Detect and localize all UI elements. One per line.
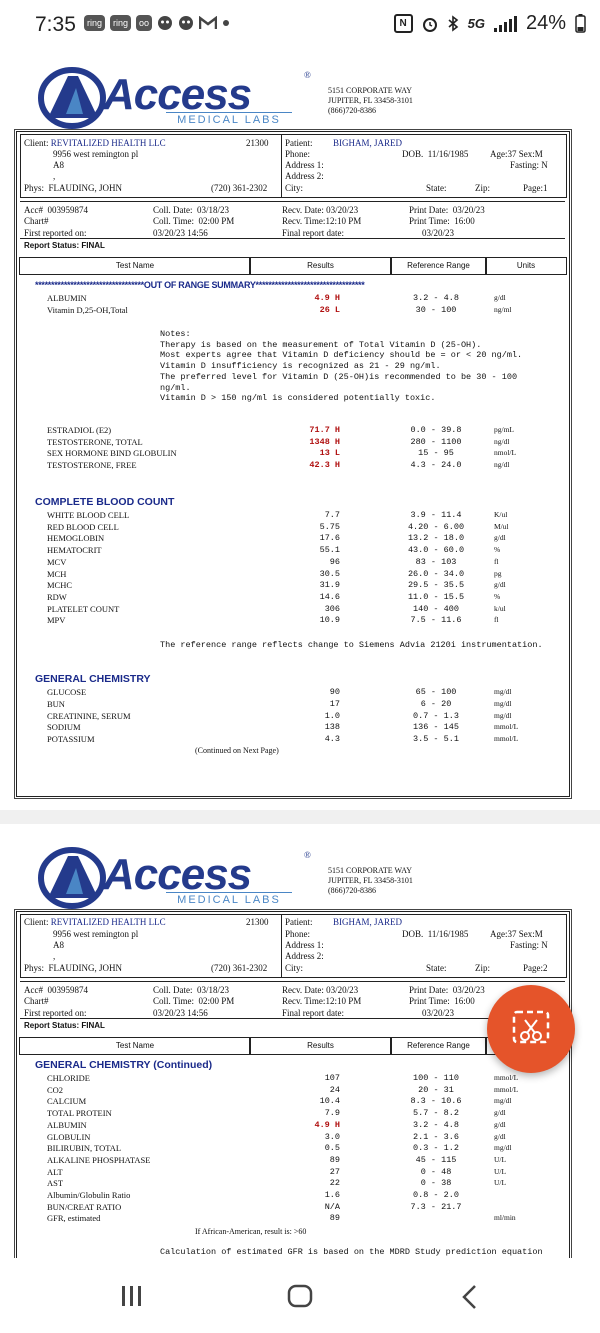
test-name: Albumin/Globulin Ratio bbox=[47, 1190, 131, 1200]
test-name: RED BLOOD CELL bbox=[47, 521, 119, 532]
reference-range: 100 - 110 bbox=[413, 1073, 459, 1083]
page-gap bbox=[0, 810, 600, 824]
battery-icon bbox=[575, 14, 586, 33]
units: ng/dl bbox=[494, 460, 510, 470]
units: fl bbox=[494, 556, 499, 566]
result-row bbox=[0, 425, 600, 436]
reference-range: 0 - 48 bbox=[420, 1166, 452, 1177]
units: mg/dl bbox=[494, 698, 512, 708]
result-row bbox=[0, 510, 600, 521]
result-row bbox=[0, 1178, 600, 1189]
cbc-section-title: COMPLETE BLOOD COUNT bbox=[35, 496, 175, 508]
note-line: Vitamin D > 150 ng/ml is considered potentially toxic. bbox=[160, 393, 436, 404]
result-value: 1348 H bbox=[309, 436, 340, 447]
units: ml/min bbox=[494, 1213, 516, 1223]
reference-range: 0.8 - 2.0 bbox=[413, 1190, 459, 1200]
reference-range: 43.0 - 60.0 bbox=[407, 545, 465, 556]
result-value: 96 bbox=[329, 556, 340, 567]
units: mmol/L bbox=[494, 722, 519, 732]
units: nmol/L bbox=[494, 448, 517, 458]
result-row bbox=[0, 522, 600, 533]
system-icons bbox=[394, 12, 586, 35]
result-value: 7.9 bbox=[324, 1108, 340, 1119]
result-value: 90 bbox=[329, 687, 340, 697]
reference-range: 0.7 - 1.3 bbox=[413, 710, 459, 721]
gmail-icon bbox=[199, 16, 217, 30]
units: g/dl bbox=[494, 1108, 506, 1118]
result-row bbox=[0, 557, 600, 568]
client-name: REVITALIZED HEALTH LLC bbox=[50, 917, 166, 927]
client-name: REVITALIZED HEALTH LLC bbox=[50, 138, 166, 148]
result-value: 13 L bbox=[319, 448, 340, 459]
result-row bbox=[0, 569, 600, 580]
reference-range: 7.5 - 11.6 bbox=[410, 615, 462, 626]
col-test-name: Test Name bbox=[19, 257, 251, 275]
units: g/dl bbox=[494, 580, 506, 590]
reference-range: 7.3 - 21.7 bbox=[410, 1201, 462, 1212]
ring-app-icon: ring bbox=[110, 15, 131, 31]
col-test-name: Test Name bbox=[19, 1037, 251, 1055]
test-name: ESTRADIOL (E2) bbox=[47, 425, 112, 435]
back-icon[interactable] bbox=[460, 1284, 478, 1310]
reference-range: 65 - 100 bbox=[415, 687, 457, 697]
patient-name: BIGHAM, JARED bbox=[333, 138, 403, 148]
test-name: Vitamin D,25-OH,Total bbox=[47, 305, 128, 315]
reference-range: 45 - 115 bbox=[415, 1154, 457, 1165]
test-name: ALT bbox=[47, 1166, 63, 1177]
note-line: The preferred level for Vitamin D (25-OH)is recommended to be 30 - 100 bbox=[160, 371, 518, 382]
units: ng/dl bbox=[494, 436, 510, 446]
result-row bbox=[0, 699, 600, 710]
units: U/L bbox=[494, 1178, 507, 1188]
units: g/dl bbox=[494, 1131, 506, 1141]
gfr-note: If African-American, result is: >60 bbox=[195, 1227, 307, 1236]
test-name: TESTOSTERONE, TOTAL bbox=[47, 436, 143, 447]
test-name: POTASSIUM bbox=[47, 734, 95, 745]
test-name: PLATELET COUNT bbox=[47, 603, 120, 614]
note-line: ng/ml. bbox=[160, 382, 191, 393]
gfr-calc-note: Calculation of estimated GFR is based on the MDRD Study prediction equation bbox=[160, 1247, 543, 1257]
result-value: 42.3 H bbox=[309, 460, 340, 471]
result-value: 27 bbox=[329, 1166, 340, 1177]
test-name: ALBUMIN bbox=[47, 293, 87, 303]
result-row bbox=[0, 711, 600, 722]
reference-range: 4.20 - 6.00 bbox=[407, 521, 465, 532]
units: % bbox=[494, 591, 501, 601]
reference-range: 8.3 - 10.6 bbox=[410, 1096, 462, 1107]
result-value: 55.1 bbox=[319, 545, 340, 556]
scissors-crop-icon bbox=[512, 1010, 550, 1048]
reference-range: 6 - 20 bbox=[420, 698, 452, 709]
result-row bbox=[0, 734, 600, 745]
note-line: Notes: bbox=[160, 329, 191, 339]
logo-subtitle: MEDICAL LABS bbox=[166, 892, 292, 907]
test-name: SEX HORMONE BIND GLOBULIN bbox=[47, 448, 177, 459]
units: U/L bbox=[494, 1166, 507, 1176]
result-value: 10.9 bbox=[319, 615, 340, 626]
reference-range: 280 - 1100 bbox=[410, 436, 462, 447]
reference-range: 0.3 - 1.2 bbox=[413, 1143, 459, 1154]
result-value: 5.75 bbox=[319, 521, 340, 532]
test-name: MCH bbox=[47, 568, 67, 579]
reference-range: 3.2 - 4.8 bbox=[413, 293, 459, 303]
report-status: Report Status: FINAL bbox=[24, 1021, 105, 1030]
alarm-icon bbox=[422, 16, 438, 32]
navigation-bar bbox=[0, 1258, 600, 1333]
result-value: 89 bbox=[329, 1154, 340, 1165]
result-value: 30.5 bbox=[319, 568, 340, 579]
result-value: 306 bbox=[324, 603, 340, 614]
result-value: 3.0 bbox=[324, 1131, 340, 1142]
units: g/dl bbox=[494, 1119, 506, 1129]
units: ng/ml bbox=[494, 305, 512, 314]
result-row bbox=[0, 1120, 600, 1131]
logo-wordmark: Access bbox=[103, 70, 252, 119]
result-row bbox=[0, 592, 600, 603]
test-name: CHLORIDE bbox=[47, 1073, 90, 1083]
clock: 7:35 bbox=[35, 13, 76, 36]
access-labs-logo: Access ® MEDICAL LABS bbox=[38, 846, 298, 914]
status-bar bbox=[0, 0, 600, 50]
result-value: 14.6 bbox=[319, 591, 340, 602]
logo-subtitle: MEDICAL LABS bbox=[166, 112, 292, 127]
units: U/L bbox=[494, 1154, 507, 1164]
col-results: Results bbox=[249, 1037, 392, 1055]
ring-app-icon: ring bbox=[84, 15, 105, 31]
test-name: SODIUM bbox=[47, 722, 81, 733]
result-value: 7.7 bbox=[324, 510, 340, 520]
reference-range: 5.7 - 8.2 bbox=[413, 1108, 459, 1119]
notification-icons bbox=[84, 15, 230, 31]
result-value: 138 bbox=[324, 722, 340, 733]
result-row bbox=[0, 293, 600, 304]
units: mmol/L bbox=[494, 734, 519, 744]
test-name: CO2 bbox=[47, 1084, 64, 1095]
nfc-icon: N bbox=[394, 14, 413, 33]
col-reference-range: Reference Range bbox=[390, 257, 487, 275]
reference-range: 15 - 95 bbox=[418, 448, 454, 459]
out-of-range-title: **********************************OUT OF RANGE SUMMARY********************************** bbox=[35, 280, 365, 290]
network-type: 5G bbox=[467, 16, 485, 31]
units: M/ul bbox=[494, 521, 509, 531]
lab-address: 5151 CORPORATE WAY JUPITER, FL 33458-3101 (866)720-8386 bbox=[328, 866, 413, 895]
result-value: 107 bbox=[324, 1073, 340, 1083]
result-value: 31.9 bbox=[319, 580, 340, 591]
logo-emblem-icon bbox=[38, 846, 106, 910]
reference-range: 0.0 - 39.8 bbox=[410, 425, 462, 435]
result-row bbox=[0, 580, 600, 591]
units: fl bbox=[494, 615, 499, 625]
col-reference-range: Reference Range bbox=[390, 1037, 487, 1055]
result-value: 89 bbox=[329, 1213, 340, 1224]
units: pg/mL bbox=[494, 425, 514, 434]
test-name: WHITE BLOOD CELL bbox=[47, 510, 130, 520]
result-value: 4.9 H bbox=[314, 293, 340, 303]
note-line: Vitamin D insufficiency is recognized as 21 - 29 ng/ml. bbox=[160, 361, 441, 372]
result-value: 10.4 bbox=[319, 1096, 340, 1107]
result-value: N/A bbox=[324, 1201, 340, 1212]
result-row bbox=[0, 1167, 600, 1178]
result-row bbox=[0, 1202, 600, 1213]
result-row bbox=[0, 1108, 600, 1119]
dot-icon bbox=[222, 19, 230, 27]
test-name: ALBUMIN bbox=[47, 1119, 87, 1130]
test-name: RDW bbox=[47, 591, 67, 602]
units: g/dl bbox=[494, 293, 506, 302]
access-labs-logo: Access ® MEDICAL LABS bbox=[38, 66, 298, 134]
result-row bbox=[0, 1073, 600, 1084]
test-name: MCHC bbox=[47, 580, 73, 591]
result-value: 24 bbox=[329, 1084, 340, 1095]
lab-address: 5151 CORPORATE WAY JUPITER, FL 33458-3101 (866)720-8386 bbox=[328, 86, 413, 115]
reference-range: 2.1 - 3.6 bbox=[413, 1131, 459, 1142]
reference-range: 140 - 400 bbox=[413, 603, 459, 614]
test-name: GLOBULIN bbox=[47, 1131, 91, 1142]
result-value: 0.5 bbox=[324, 1143, 340, 1154]
logo-emblem-icon bbox=[38, 66, 106, 130]
col-results: Results bbox=[249, 257, 392, 275]
result-row bbox=[0, 545, 600, 556]
result-row bbox=[0, 1096, 600, 1107]
result-row bbox=[0, 1213, 600, 1224]
logo-wordmark: Access bbox=[103, 850, 252, 899]
result-row bbox=[0, 448, 600, 459]
result-value: 4.9 H bbox=[314, 1119, 340, 1130]
report-status: Report Status: FINAL bbox=[24, 241, 105, 250]
robot-icon bbox=[178, 15, 194, 31]
result-row bbox=[0, 1190, 600, 1201]
units: k/ul bbox=[494, 603, 506, 613]
result-value: 1.6 bbox=[324, 1190, 340, 1200]
result-value: 26 L bbox=[319, 305, 340, 315]
reference-range: 30 - 100 bbox=[415, 305, 457, 315]
test-name: ALKALINE PHOSPHATASE bbox=[47, 1154, 151, 1165]
units: mg/dl bbox=[494, 710, 512, 720]
test-name: MPV bbox=[47, 615, 66, 626]
reference-range: 4.3 - 24.0 bbox=[410, 460, 462, 471]
battery-level: 24% bbox=[525, 12, 566, 34]
test-name: AST bbox=[47, 1178, 64, 1189]
units: mg/dl bbox=[494, 1143, 512, 1153]
reference-range: 0 - 38 bbox=[420, 1178, 452, 1189]
result-row bbox=[0, 604, 600, 615]
physician-name: FLAUDING, JOHN bbox=[48, 963, 123, 973]
home-icon[interactable] bbox=[287, 1284, 313, 1308]
result-row bbox=[0, 305, 600, 316]
test-name: CALCIUM bbox=[47, 1096, 87, 1107]
patient-name: BIGHAM, JARED bbox=[333, 917, 403, 927]
col-units: Units bbox=[485, 257, 567, 275]
reference-range: 136 - 145 bbox=[413, 722, 459, 733]
vitamin-d-notes bbox=[160, 329, 522, 404]
note-line: Therapy is based on the measurement of Total Vitamin D (25-OH). bbox=[160, 339, 482, 350]
chem-section-title: GENERAL CHEMISTRY bbox=[35, 673, 151, 685]
voicemail-icon: oo bbox=[136, 15, 152, 31]
physician-name: FLAUDING, JOHN bbox=[48, 183, 123, 193]
result-value: 1.0 bbox=[324, 710, 340, 721]
continued-note: (Continued on Next Page) bbox=[195, 746, 279, 755]
bluetooth-icon bbox=[447, 15, 459, 32]
robot-icon bbox=[157, 15, 173, 31]
result-row bbox=[0, 615, 600, 626]
result-value: 71.7 H bbox=[309, 425, 340, 435]
reference-range: 11.0 - 15.5 bbox=[407, 591, 465, 602]
result-value: 4.3 bbox=[324, 734, 340, 745]
result-value: 22 bbox=[329, 1178, 340, 1189]
test-name: GFR, estimated bbox=[47, 1213, 101, 1224]
units: % bbox=[494, 545, 501, 555]
test-name: MCV bbox=[47, 556, 67, 567]
reference-range: 20 - 31 bbox=[418, 1084, 454, 1095]
result-row bbox=[0, 1085, 600, 1096]
test-name: HEMATOCRIT bbox=[47, 545, 102, 556]
units: mg/dl bbox=[494, 1096, 512, 1106]
result-row bbox=[0, 533, 600, 544]
units: g/dl bbox=[494, 533, 506, 543]
reference-range: 3.5 - 5.1 bbox=[413, 734, 459, 745]
test-name: BILIRUBIN, TOTAL bbox=[47, 1143, 122, 1154]
result-value: 17.6 bbox=[319, 533, 340, 544]
units: mg/dl bbox=[494, 687, 512, 696]
note-line: Most experts agree that Vitamin D deficiency should be = or < 20 ng/ml. bbox=[160, 350, 523, 361]
screenshot-edit-button[interactable] bbox=[487, 985, 575, 1073]
result-row bbox=[0, 1143, 600, 1154]
reference-range: 13.2 - 18.0 bbox=[407, 533, 465, 544]
result-row bbox=[0, 437, 600, 448]
reference-range: 3.9 - 11.4 bbox=[410, 510, 462, 520]
test-name: HEMOGLOBIN bbox=[47, 533, 105, 544]
chem-continued-title: GENERAL CHEMISTRY (Continued) bbox=[35, 1059, 213, 1071]
result-row bbox=[0, 1132, 600, 1143]
reference-range: 83 - 103 bbox=[415, 556, 457, 567]
test-name: BUN bbox=[47, 698, 65, 709]
units: pg bbox=[494, 568, 502, 578]
recent-apps-icon[interactable] bbox=[120, 1284, 144, 1308]
reference-range: 26.0 - 34.0 bbox=[407, 568, 465, 579]
units: mmol/L bbox=[494, 1084, 519, 1094]
test-name: CREATININE, SERUM bbox=[47, 710, 131, 721]
cbc-note: The reference range reflects change to Siemens Advia 2120i instrumentation. bbox=[160, 640, 543, 650]
result-row bbox=[0, 722, 600, 733]
reference-range: 29.5 - 35.5 bbox=[407, 580, 465, 591]
result-row bbox=[0, 460, 600, 471]
result-value: 17 bbox=[329, 698, 340, 709]
test-name: BUN/CREAT RATIO bbox=[47, 1201, 122, 1212]
reference-range: 3.2 - 4.8 bbox=[413, 1119, 459, 1130]
signal-icon bbox=[494, 16, 517, 32]
test-name: GLUCOSE bbox=[47, 687, 87, 697]
units: K/ul bbox=[494, 510, 508, 519]
test-name: TOTAL PROTEIN bbox=[47, 1108, 112, 1119]
result-row bbox=[0, 687, 600, 698]
test-name: TESTOSTERONE, FREE bbox=[47, 460, 137, 471]
units: mmol/L bbox=[494, 1073, 519, 1082]
result-row bbox=[0, 1155, 600, 1166]
